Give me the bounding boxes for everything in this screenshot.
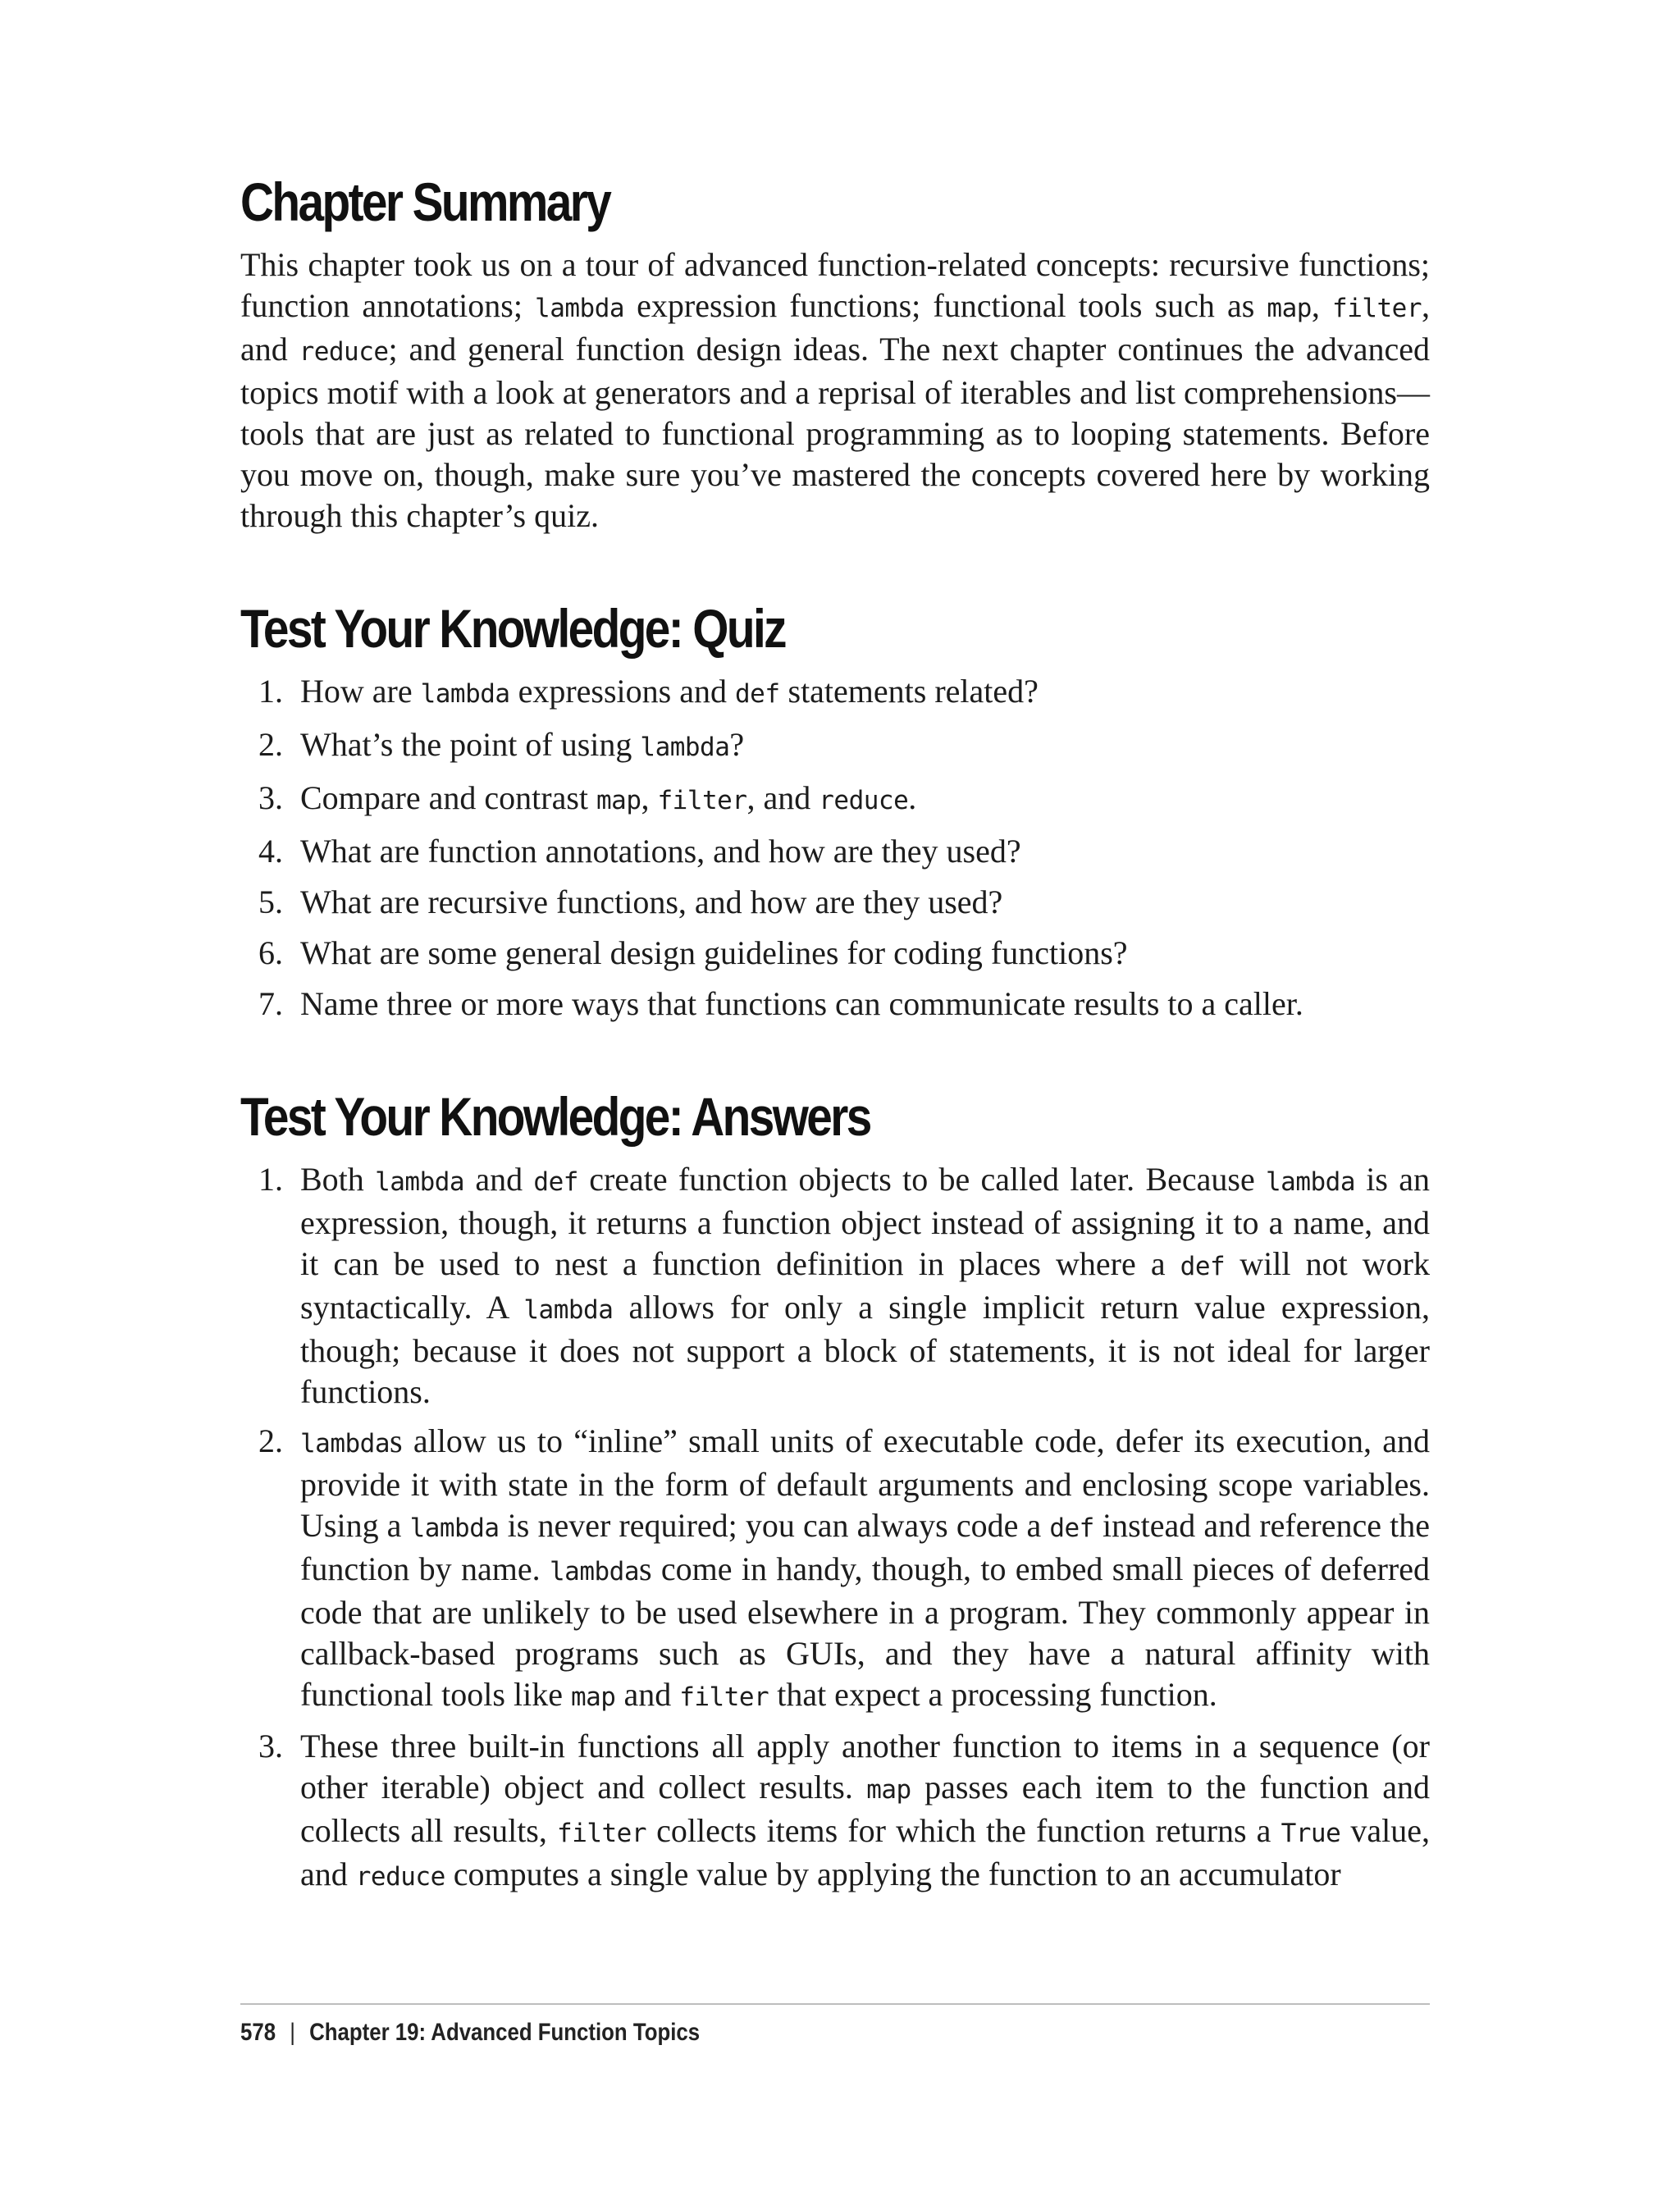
item-text: Name three or more ways that functions can communicate results to a caller. [300, 985, 1303, 1022]
item-text: How are lambda expressions and def statements related? [300, 673, 1039, 710]
list-item [240, 1421, 1430, 1718]
item-text: lambdas allow us to “inline” small units of executable code, defer its execution, and provide it with state in the form of default arguments and enclosing scope variables. Using a lambda is never required; you can always code a def instead and reference the function by name. lambdas come in handy, though, to embed small pieces of deferred code that are unlikely to be used elsewhere in a program. They commonly appear in callback-based programs such as GUIs, and they have a natural affinity with functional tools like map and filter that expect a processing function. [300, 1422, 1431, 1713]
inline-code: map [596, 786, 641, 815]
inline-code: lambda [420, 679, 510, 709]
chapter-summary-section [240, 169, 1430, 536]
page-footer [240, 2016, 700, 2049]
inline-code: def [1180, 1252, 1226, 1281]
chapter-summary-paragraph: This chapter took us on a tour of advanced function-related concepts: recursive functions; function annotations; lambda expression functions; functional tools such as map, filter, and reduce; and general function design ideas. The next chapter continues the advanced topics motif with a look at generators and a reprisal of iterables and list comprehensions—tools that are just as related to functional programming as to looping statements. Before you move on, though, make sure you’ve mastered the concepts covered here by working through this chapter’s quiz. [240, 246, 1431, 534]
item-number: 1. [258, 1161, 283, 1198]
item-text: Both lambda and def create function objects to be called later. Because lambda is an expression, though, it returns a function object instead of assigning it to a name, and it can be used to nest a function definition in places where a def will not work syntactically. A lambda allows for only a single implicit return value expression, though; because it does not support a block of statements, it is not ideal for larger functions. [300, 1161, 1431, 1410]
inline-code: def [735, 679, 780, 709]
list-item [240, 882, 1430, 923]
item-number: 3. [258, 1728, 283, 1764]
inline-code: filter [557, 1819, 647, 1848]
item-number: 7. [258, 985, 283, 1022]
item-text: These three built-in functions all apply another function to items in a sequence (or other iterable) object and collect results. map passes each item to the function and collects all results, filter collects items for which the function returns a True value, and reduce computes a single value by applying the function to an accumulator [300, 1728, 1431, 1892]
item-number: 2. [258, 726, 283, 763]
item-text: Compare and contrast map, filter, and reduce. [300, 779, 917, 816]
inline-code: lambda [535, 294, 625, 323]
inline-code: reduce [819, 786, 909, 815]
item-text: What are recursive functions, and how are they used? [300, 883, 1003, 920]
inline-code: lambda [640, 733, 730, 762]
inline-code: def [533, 1167, 578, 1197]
inline-code: map [1267, 294, 1312, 323]
inline-code: lambda [409, 1513, 500, 1543]
item-number: 3. [258, 779, 283, 816]
quiz-list [240, 671, 1430, 1025]
list-item [240, 778, 1430, 821]
item-number: 6. [258, 934, 283, 971]
list-item [240, 831, 1430, 872]
page-content [240, 169, 1430, 1906]
inline-code: filter [1332, 294, 1422, 323]
inline-code: filter [679, 1682, 769, 1712]
list-item [240, 1726, 1430, 1897]
quiz-heading: Test Your Knowledge: Quiz [240, 598, 785, 659]
inline-code: map [570, 1682, 616, 1712]
item-text: What are function annotations, and how are they used? [300, 833, 1021, 870]
item-number: 2. [258, 1422, 283, 1459]
list-item [240, 671, 1430, 714]
inline-code: reduce [299, 337, 389, 367]
inline-code: filter [657, 786, 747, 815]
item-text: What are some general design guidelines for coding functions? [300, 934, 1128, 971]
chapter-summary-heading: Chapter Summary [240, 171, 610, 232]
inline-code: reduce [355, 1862, 445, 1892]
inline-code: lambda [523, 1295, 614, 1325]
quiz-section [240, 596, 1430, 1025]
list-item [240, 933, 1430, 974]
inline-code: lambda [375, 1167, 465, 1197]
inline-code: def [1049, 1513, 1094, 1543]
inline-code: map [866, 1775, 911, 1805]
item-number: 5. [258, 883, 283, 920]
page-number: 578 [240, 2019, 276, 2046]
inline-code: lambda [550, 1557, 639, 1586]
list-item [240, 1159, 1430, 1413]
footer-separator: | [290, 2019, 295, 2046]
list-item [240, 724, 1430, 768]
inline-code: True [1281, 1819, 1341, 1848]
item-number: 4. [258, 833, 283, 870]
inline-code: lambda [1266, 1167, 1355, 1197]
item-text: What’s the point of using lambda? [300, 726, 745, 763]
item-number: 1. [258, 673, 283, 710]
answers-heading: Test Your Knowledge: Answers [240, 1086, 870, 1147]
footer-rule [240, 2003, 1430, 2005]
answers-list [240, 1159, 1430, 1897]
running-chapter-title: Chapter 19: Advanced Function Topics [309, 2019, 701, 2046]
inline-code: lambda [300, 1429, 390, 1459]
answers-section [240, 1084, 1430, 1897]
list-item [240, 984, 1430, 1025]
